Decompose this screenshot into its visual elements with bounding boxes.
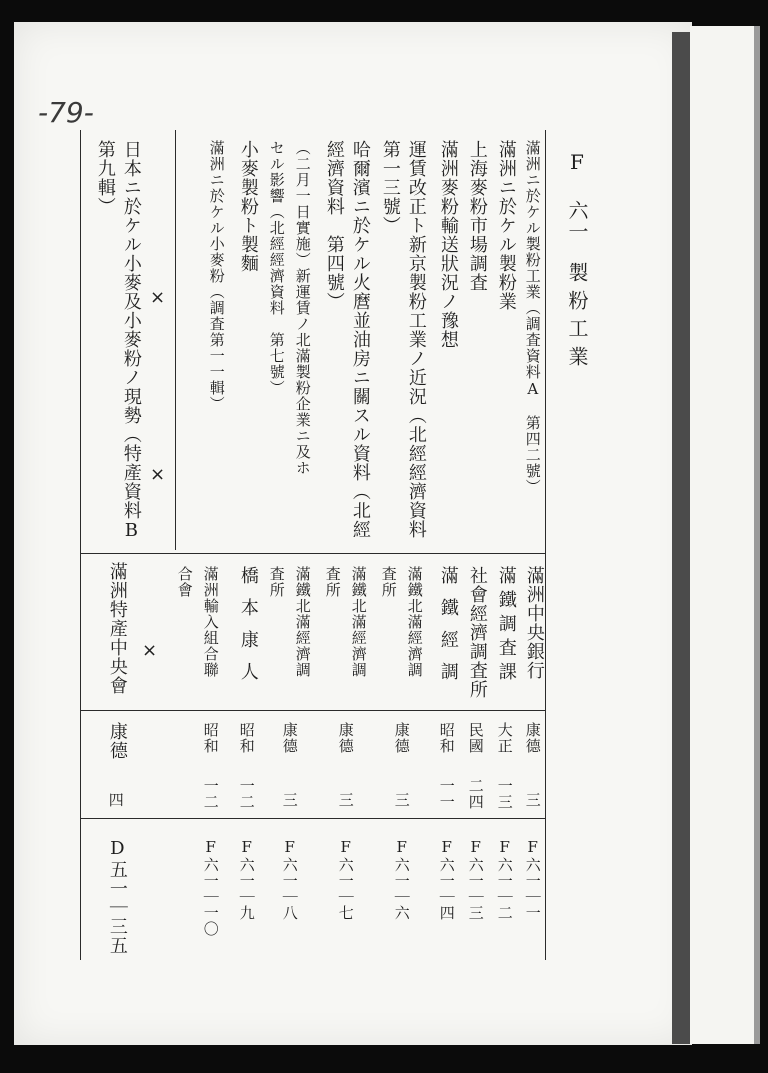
entry-title: 滿洲ニ於ケル製粉工業（調査資料A 第四二號） xyxy=(523,140,542,495)
entry-code: F六一｜一〇 xyxy=(201,838,220,937)
entry-title-continued: 第一三號） xyxy=(379,140,401,235)
entry-title: 哈爾濱ニ於ケル火麿並油房ニ關スル資料（北經 xyxy=(349,140,371,539)
entry-author: 滿鐵北滿經濟調 xyxy=(349,566,368,678)
entry-title: 上海麥粉市場調査 xyxy=(466,140,488,292)
entry-code: F六一｜八 xyxy=(280,838,299,921)
entry-author: 橋本康人 xyxy=(237,566,259,694)
entry-year: 三 xyxy=(280,792,299,808)
entry-author: 滿洲中央銀行 xyxy=(523,566,545,680)
cross-mark: × xyxy=(142,640,158,661)
entry-code: F六一｜六 xyxy=(392,838,411,921)
title-author-divider xyxy=(80,553,546,554)
entry-year: 一二 xyxy=(201,778,220,810)
entry-year: 三 xyxy=(523,792,542,808)
table-right-border xyxy=(545,130,546,960)
entry-era: 大正 xyxy=(495,722,514,754)
entry-era: 康德 xyxy=(280,722,299,754)
entry-code: F六一｜九 xyxy=(237,838,256,921)
entry-title: （二月一日實施）新運賃ノ北滿製粉企業ニ及ホ xyxy=(293,140,312,476)
entry-title-continued: セル影響（北經經濟資料 第七號） xyxy=(267,140,286,396)
entry-year: 一二 xyxy=(237,778,256,810)
next-page-edge xyxy=(690,26,754,1044)
entry-era: 昭和 xyxy=(201,722,220,754)
entry-code: F六一｜四 xyxy=(437,838,456,921)
entry-title: 小麥製粉ト製麵 xyxy=(237,140,259,273)
entry-title: 日本ニ於ケル小麥及小麥粉ノ現勢（特產資料B xyxy=(120,140,142,542)
book-edge xyxy=(754,26,760,1044)
entry-year: 二四 xyxy=(466,778,485,810)
entry-era: 昭和 xyxy=(437,722,456,754)
entry-title: 運賃改正ト新京製粉工業ノ近況（北經經濟資料 xyxy=(405,140,427,539)
author-date-divider xyxy=(80,710,546,711)
entry-author: 滿鐵經調 xyxy=(437,566,459,694)
entry-era: 康德 xyxy=(392,722,411,754)
cross-mark: × xyxy=(150,464,166,485)
entry-code: F六一｜一 xyxy=(523,838,542,921)
entry-era: 康德 xyxy=(106,722,128,760)
cross-mark: × xyxy=(150,287,166,308)
entry-author: 滿洲特產中央會 xyxy=(106,562,128,695)
entry-author: 滿鐵北滿經濟調 xyxy=(405,566,424,678)
entry-author-continued: 査所 xyxy=(379,566,398,598)
entry-code: F六一｜二 xyxy=(495,838,514,921)
entry-era: 康德 xyxy=(336,722,355,754)
entry-code: F六一｜七 xyxy=(336,838,355,921)
date-code-divider xyxy=(80,818,546,819)
table-column-divider xyxy=(175,130,176,550)
entry-year: 三 xyxy=(336,792,355,808)
entry-era: 昭和 xyxy=(237,722,256,754)
entry-author: 滿鐵北滿經濟調 xyxy=(293,566,312,678)
entry-author-continued: 合會 xyxy=(175,566,194,598)
entry-author: 滿洲輸入組合聯 xyxy=(201,566,220,678)
book-spine xyxy=(672,32,690,1044)
entry-code: F六一｜三 xyxy=(466,838,485,921)
entry-author-continued: 査所 xyxy=(267,566,286,598)
entry-year: 一三 xyxy=(495,778,514,810)
entry-title-continued: 經濟資料 第四號） xyxy=(323,140,345,311)
entry-code: D五一｜三五 xyxy=(106,838,128,955)
entry-era: 民國 xyxy=(466,722,485,754)
page-number: -79- xyxy=(38,96,94,129)
entry-title: 滿洲ニ於ケル小麥粉（調査第一一輯） xyxy=(207,140,226,412)
entry-author: 滿鐵調査課 xyxy=(495,566,517,686)
entry-year: 四 xyxy=(106,792,125,808)
entry-author: 社會經濟調査所 xyxy=(466,566,488,699)
table-left-border xyxy=(80,130,81,960)
entry-year: 一一 xyxy=(437,778,456,810)
entry-author-continued: 査所 xyxy=(323,566,342,598)
entry-title: 滿洲麥粉輸送狀況ノ豫想 xyxy=(437,140,459,349)
entry-title-continued: 第九輯） xyxy=(94,140,116,216)
entry-title: 滿洲ニ於ケル製粉業 xyxy=(495,140,517,311)
header-code: F 六一 xyxy=(565,150,589,242)
header-title: 製粉工業 xyxy=(565,262,589,374)
entry-year: 三 xyxy=(392,792,411,808)
entry-era: 康德 xyxy=(523,722,542,754)
